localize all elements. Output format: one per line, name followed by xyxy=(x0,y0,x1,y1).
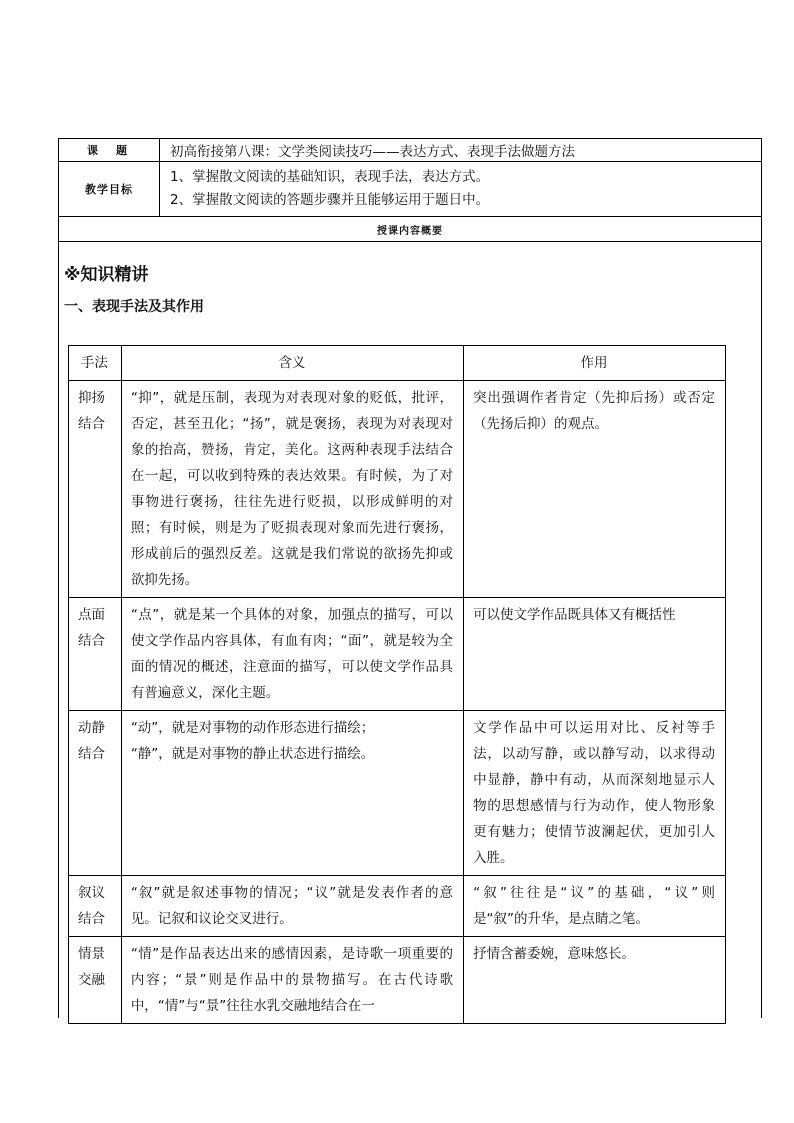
topic-value: 初高衔接第八课：文学类阅读技巧——表达方式、表现手法做题方法 xyxy=(160,139,762,162)
goal-value xyxy=(160,162,762,217)
technique-name: 动静结合 xyxy=(69,711,122,876)
meaning-line: “动”，就是对事物的动作形态进行描绘； xyxy=(130,720,375,736)
technique-effect: 突出强调作者肯定（先抑后扬）或否定（先扬后抑）的观点。 xyxy=(464,381,726,598)
col-header-technique: 手法 xyxy=(69,346,122,381)
technique-meaning: “点”，就是某一个具体的对象，加强点的描写，可以使文学作品内容具体，有血有肉；“面”，就是较为全面的情况的概述，注意面的描写，可以使文学作品具有普遍意义，深化主题。 xyxy=(121,598,463,711)
techniques-table xyxy=(68,345,726,1024)
section-title: ※知识精讲 xyxy=(64,265,149,285)
technique-name: 叙议结合 xyxy=(69,876,122,937)
goal-label: 教学目标 xyxy=(59,162,160,217)
table-row xyxy=(69,711,726,876)
technique-meaning: “情”是作品表达出来的感情因素，是诗歌一项重要的内容；“景”则是作品中的景物描写。在古代诗歌中，“情”与“景”往往水乳交融地结合在一 xyxy=(121,937,463,1024)
subsection-title: 一、表现手法及其作用 xyxy=(64,299,204,315)
topic-row xyxy=(59,139,762,162)
col-header-meaning: 含义 xyxy=(121,346,463,381)
col-header-effect: 作用 xyxy=(464,346,726,381)
technique-meaning: “抑”，就是压制，表现为对表现对象的贬低，批评，否定，甚至丑化；“扬”，就是褒扬，表现为对表现对象的抬高，赞扬，肯定，美化。这两种表现手法结合在一起，可以收到特殊的表达效果。有时候，为了对事物进行褒扬，往往先进行贬损，以形成鲜明的对照；有时候，则是为了贬损表现对象而先进行褒扬，形成前后的强烈反差。这就是我们常说的欲扬先抑或欲抑先扬。 xyxy=(121,381,463,598)
overview-row xyxy=(59,217,762,242)
meaning-line: “静”，就是对事物的静止状态进行描绘。 xyxy=(130,746,375,762)
table-header-row xyxy=(69,346,726,381)
technique-name: 情景交融 xyxy=(69,937,122,1024)
technique-meaning: “叙”就是叙述事物的情况；“议”就是发表作者的意见。记叙和议论交叉进行。 xyxy=(121,876,463,937)
technique-effect: 可以使文学作品既具体又有概括性 xyxy=(464,598,726,711)
table-row xyxy=(69,937,726,1024)
topic-label: 课题 xyxy=(59,139,160,162)
technique-meaning xyxy=(121,711,463,876)
table-row xyxy=(69,381,726,598)
table-row xyxy=(69,876,726,937)
technique-name: 点面结合 xyxy=(69,598,122,711)
overview-label: 授课内容概要 xyxy=(59,217,762,242)
table-row xyxy=(69,598,726,711)
technique-effect: 抒情含蓄委婉，意味悠长。 xyxy=(464,937,726,1024)
goal-item: 2、掌握散文阅读的答题步骤并且能够运用于题日中。 xyxy=(170,192,490,208)
goal-item: 1、掌握散文阅读的基础知识，表现手法，表达方式。 xyxy=(170,169,490,185)
goal-row xyxy=(59,162,762,217)
technique-name: 抑扬结合 xyxy=(69,381,122,598)
technique-effect: 文学作品中可以运用对比、反衬等手法，以动写静，或以静写动，以求得动中显静，静中有动，从而深刻地显示人物的思想感情与行为动作，使人物形象更有魅力；使情节波澜起伏，更加引人入胜。 xyxy=(464,711,726,876)
technique-effect: “叙”往往是“议”的基础，“议”则是“叙”的升华，是点睛之笔。 xyxy=(464,876,726,937)
